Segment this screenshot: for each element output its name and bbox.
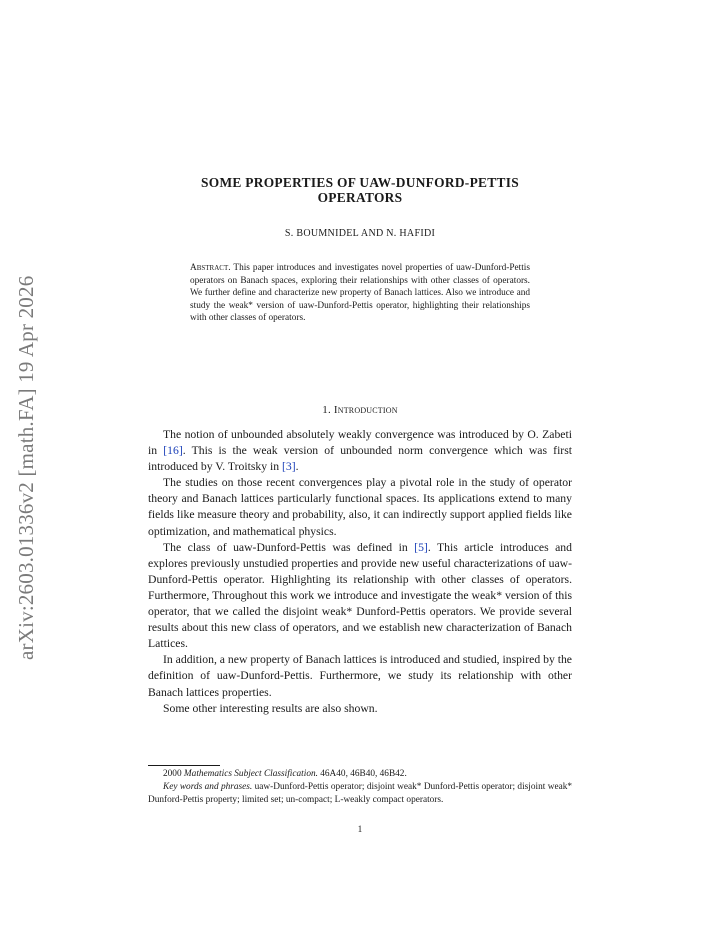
citation-link[interactable]: [5] — [414, 540, 428, 554]
paragraph-2: The studies on those recent convergences play a pivotal role in the study of operator theory and Banach lattices particularly functional spaces. Its applications extend to many fields like measure theory and probability, also, it can indirectly support applied fields like optimization, and mathematical physics. — [148, 476, 572, 538]
paragraph-3-text-b: . This article introduces and explores previously unstudied properties and provide new useful characterizations of uaw-Dunford-Pettis operator. Highlighting its relationship with other classes of operators. Furthermore, Throughout this work we introduce and investigate the weak* version of this operator, that we called the disjoint weak* Dunford-Pettis operators. We provide several results about this new class of operators, and we establish new characterization of Banach Lattices. — [148, 540, 572, 651]
keywords-value: uaw-Dunford-Pettis operator; disjoint weak* Dunford-Pettis operator; disjoint weak* Dunford-Pettis property; limited set; un-compact; L-weakly compact operators. — [148, 781, 572, 805]
title-line-1: SOME PROPERTIES OF UAW-DUNFORD-PETTIS — [200, 175, 520, 190]
page-number: 1 — [357, 825, 363, 835]
citation-link[interactable]: [3] — [282, 460, 296, 474]
footnotes — [148, 768, 572, 806]
paragraph-3 — [148, 540, 572, 653]
section-title: Introduction — [333, 404, 398, 416]
footnote-msc — [148, 768, 572, 781]
abstract-text: This paper introduces and investigates novel properties of uaw-Dunford-Pettis operators on Banach spaces, exploring their relationships with other classes of operators. We further define and characterize new property of Banach lattices. Also we introduce and study the weak* version of uaw-Dunford-Pettis operator, highlighting their relationships with other classes of operators. — [190, 263, 531, 324]
paper-title — [148, 175, 572, 205]
citation-link[interactable]: [16] — [163, 444, 183, 458]
footnote-keywords — [148, 781, 572, 807]
authors: S. BOUMNIDEL AND N. HAFIDI — [284, 228, 436, 239]
paragraph-1-text-a: The notion of unbounded absolutely weakly convergence was introduced by O. Zabeti in — [148, 428, 572, 458]
paragraph-1 — [148, 427, 572, 475]
msc-label: Mathematics Subject Classification. — [183, 769, 318, 779]
section-heading — [148, 404, 572, 416]
paragraph-3-text-a: The class of uaw-Dunford-Pettis was defined in — [163, 540, 415, 554]
section-number: 1. — [322, 404, 331, 416]
abstract-label: Abstract. — [190, 263, 231, 273]
abstract — [190, 262, 530, 325]
keywords-label: Key words and phrases. — [163, 781, 253, 792]
paragraph-1-text-c: . — [295, 460, 299, 474]
paragraph-1-text-b: . This is the weak version of unbounded norm convergence which was first introduced by V. Troitsky in — [148, 444, 572, 474]
introduction-body — [148, 427, 572, 717]
paragraph-4: In addition, a new property of Banach lattices is introduced and studied, inspired by the definition of uaw-Dunford-Pettis. Furthermore, we study its relationship with other Banach lattices properties. — [148, 653, 572, 699]
msc-prefix: 2000 — [163, 769, 184, 779]
title-line-2: OPERATORS — [317, 190, 403, 205]
arxiv-stamp: arXiv:2603.01336v2 [math.FA] 19 Apr 2026 — [14, 275, 38, 660]
msc-value: 46A40, 46B40, 46B42. — [317, 769, 407, 779]
paragraph-5: Some other interesting results are also shown. — [163, 701, 378, 715]
footnote-divider — [148, 765, 220, 766]
